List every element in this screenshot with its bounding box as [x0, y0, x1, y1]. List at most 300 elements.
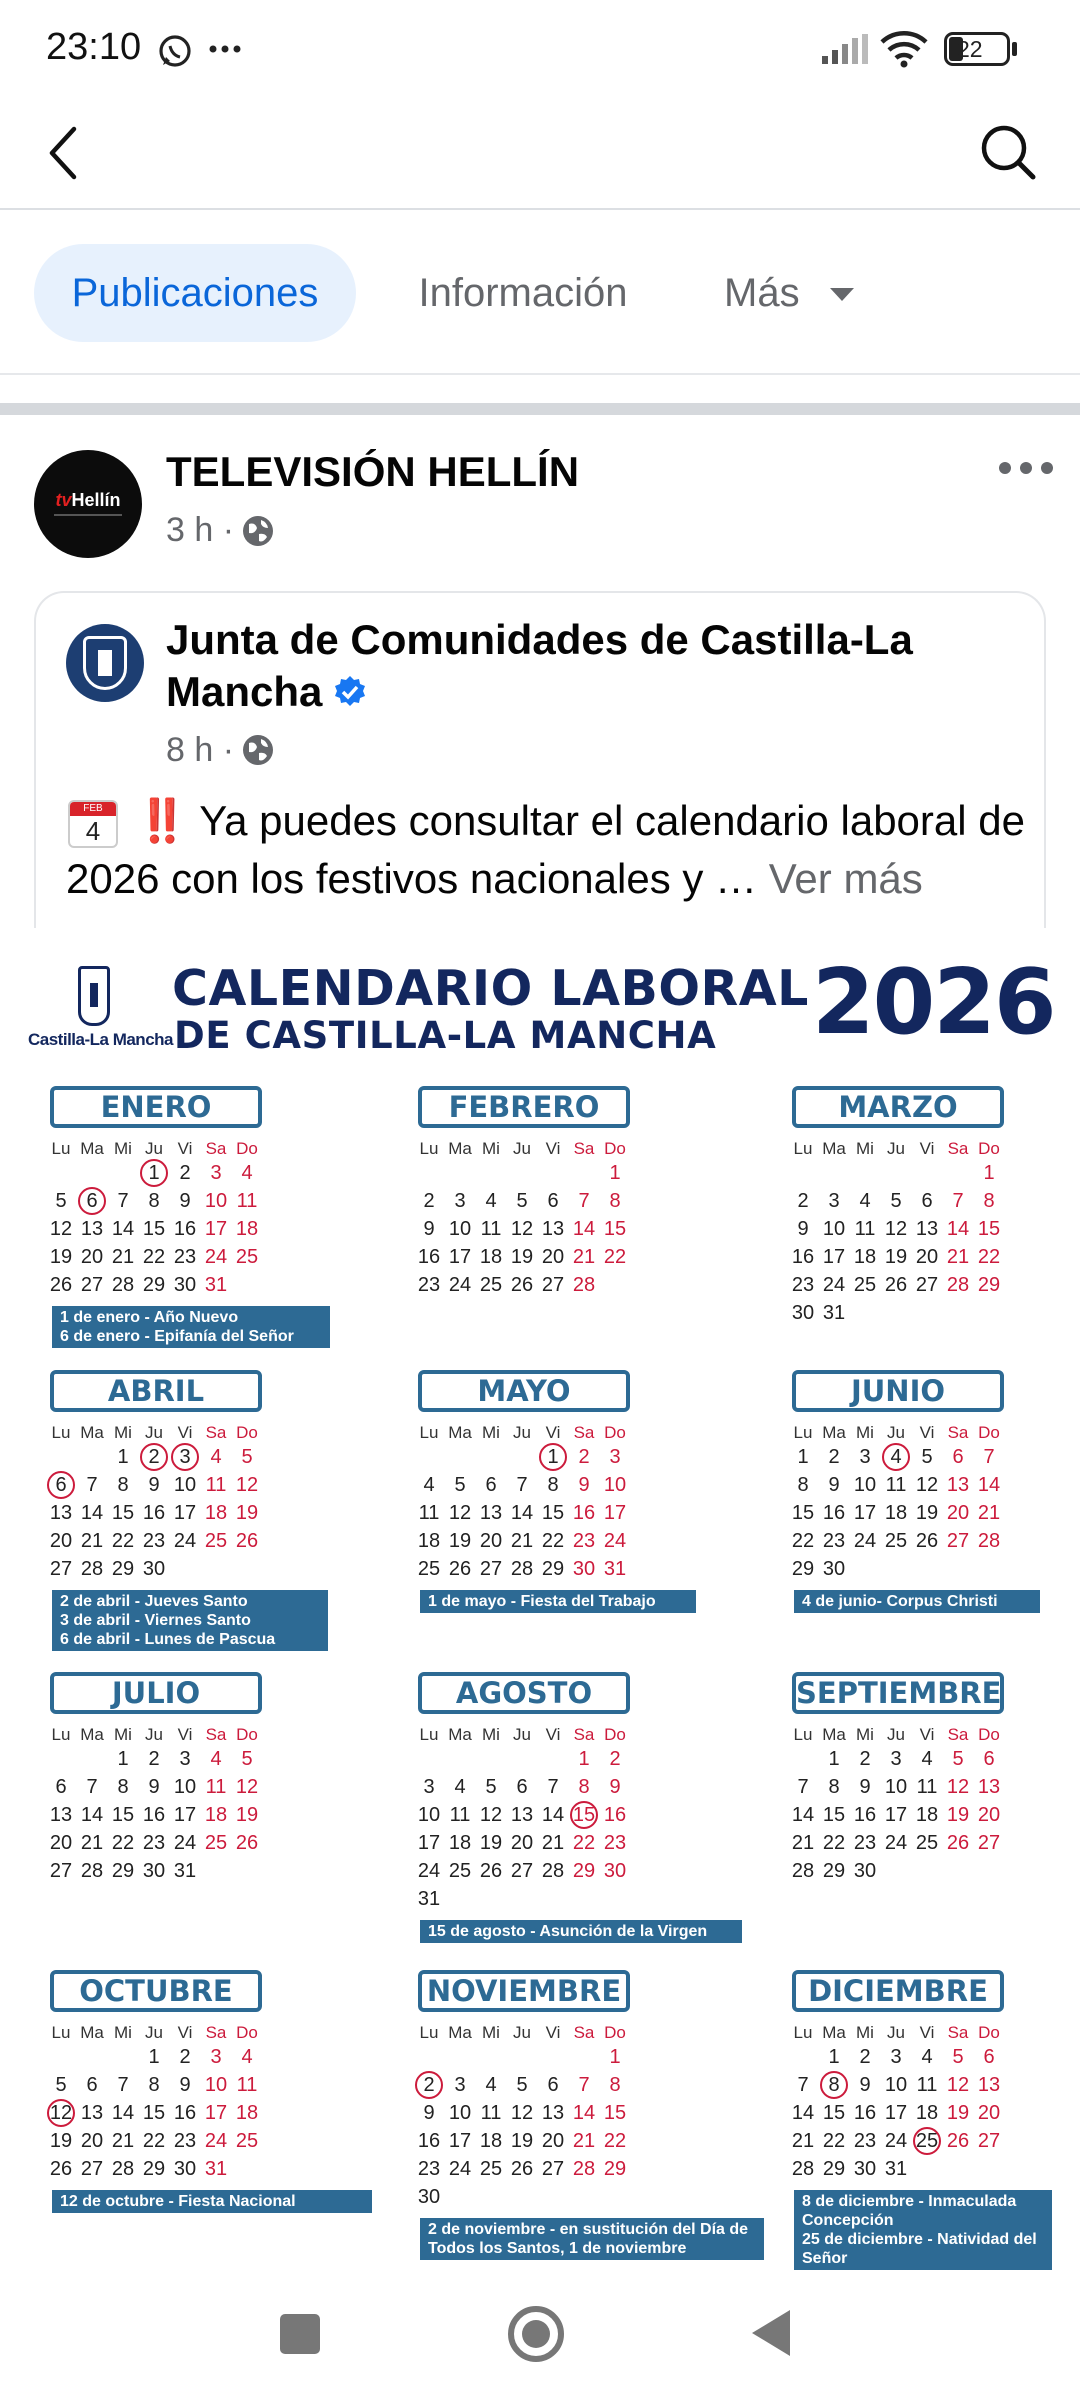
calendar-day: 30 [142, 1860, 166, 1882]
day-header: Sa [205, 2023, 227, 2042]
calendar-day: 29 [822, 1860, 846, 1882]
calendar-day: 17 [603, 1502, 627, 1524]
calendar-day: 30 [173, 1274, 197, 1296]
calendar-day: 10 [417, 1804, 441, 1826]
day-header: Vi [919, 1139, 935, 1158]
calendar-day: 10 [884, 2074, 908, 2096]
holiday-circle [570, 1801, 598, 1829]
calendar-image[interactable] [0, 928, 1080, 2278]
search-icon[interactable] [978, 122, 1038, 182]
holiday-circle [171, 1443, 199, 1471]
day-header: Ju [145, 2023, 163, 2042]
calendar-title: CALENDARIO LABORAL [172, 960, 809, 1017]
day-header: Do [978, 1139, 1000, 1158]
calendar-day: 23 [791, 1274, 815, 1296]
calendar-day: 25 [235, 1246, 259, 1268]
calendar-day: 2 [859, 2046, 871, 2068]
calendar-day: 3 [179, 1446, 191, 1468]
holiday-item: 8 de diciembre - Inmaculada Concepción [802, 2193, 1017, 2229]
calendar-day: 3 [890, 1748, 902, 1770]
calendar-day: 7 [86, 1474, 98, 1496]
calendar-day: 22 [142, 2130, 166, 2152]
calendar-day: 21 [111, 1246, 135, 1268]
calendar-day: 26 [49, 1274, 73, 1296]
month-title: NOVIEMBRE [418, 1970, 630, 2012]
calendar-day: 8 [578, 1776, 590, 1798]
calendar-day: 12 [49, 2102, 73, 2124]
calendar-day: 18 [204, 1804, 228, 1826]
calendar-day: 3 [828, 1190, 840, 1212]
calendar-day: 5 [890, 1190, 902, 1212]
calendar-day: 15 [791, 1502, 815, 1524]
calendar-day: 4 [454, 1776, 466, 1798]
calendar-day: 30 [603, 1860, 627, 1882]
calendar-day: 1 [117, 1446, 129, 1468]
calendar-day: 25 [417, 1558, 441, 1580]
calendar-day: 19 [510, 2130, 534, 2152]
calendar-day: 15 [541, 1502, 565, 1524]
calendar-day: 1 [578, 1748, 590, 1770]
calendar-day: 3 [859, 1446, 871, 1468]
calendar-day: 25 [204, 1832, 228, 1854]
calendar-day: 15 [142, 2102, 166, 2124]
globe-icon [241, 514, 275, 548]
day-header: Do [604, 1139, 626, 1158]
day-header: Vi [177, 1139, 193, 1158]
calendar-day: 14 [572, 2102, 596, 2124]
calendar-day: 22 [111, 1832, 135, 1854]
calendar-day: 11 [205, 1474, 227, 1496]
calendar-day: 17 [204, 2102, 228, 2124]
day-header: Ju [145, 1423, 163, 1442]
calendar-day: 24 [822, 1274, 846, 1296]
calendar-day: 9 [148, 1474, 160, 1496]
calendar-day: 8 [148, 2074, 160, 2096]
calendar-subtitle: DE CASTILLA-LA MANCHA [174, 1014, 717, 1057]
calendar-day: 5 [921, 1446, 933, 1468]
month-title: MAYO [418, 1370, 630, 1412]
calendar-day: 9 [423, 2102, 435, 2124]
calendar-day: 30 [572, 1558, 596, 1580]
calendar-day: 17 [448, 1246, 472, 1268]
day-header: Vi [545, 1725, 561, 1744]
day-header: Ju [887, 2023, 905, 2042]
calendar-day: 8 [797, 1474, 809, 1496]
battery-level: 22 [957, 36, 983, 62]
calendar-day: 22 [977, 1246, 1001, 1268]
day-header: Ju [887, 1423, 905, 1442]
calendar-day: 29 [572, 1860, 596, 1882]
calendar-day: 27 [80, 2158, 104, 2180]
day-header: Lu [51, 1139, 71, 1158]
calendar-day: 31 [417, 1888, 441, 1910]
day-header: Sa [205, 1423, 227, 1442]
calendar-day: 17 [884, 2102, 908, 2124]
home-icon[interactable] [508, 2306, 564, 2362]
profile-tabs [0, 212, 1080, 375]
back-arrow-icon[interactable] [44, 123, 84, 183]
calendar-day: 1 [117, 1748, 129, 1770]
calendar-day: 17 [448, 2130, 472, 2152]
calendar-day: 9 [423, 1218, 435, 1240]
calendar-day: 26 [946, 2130, 970, 2152]
calendar-day: 19 [510, 1246, 534, 1268]
calendar-day: 6 [547, 2074, 559, 2096]
day-header: Mi [114, 1423, 132, 1442]
calendar-day: 30 [173, 2158, 197, 2180]
calendar-day: 24 [204, 2130, 228, 2152]
day-header: Mi [482, 1423, 500, 1442]
calendar-day: 1 [983, 1162, 995, 1184]
calendar-day: 4 [241, 1162, 253, 1184]
calendar-day: 11 [236, 1190, 258, 1212]
holiday-item: 25 de diciembre - Natividad del Señor [802, 2231, 1037, 2267]
tab-informacion[interactable]: Información [418, 271, 628, 315]
calendar-day: 23 [853, 2130, 877, 2152]
calendar-day: 25 [915, 2130, 939, 2152]
holiday-list [794, 1590, 1040, 1613]
calendar-day: 27 [49, 1860, 73, 1882]
calendar-day: 24 [884, 2130, 908, 2152]
calendar-day: 21 [510, 1530, 534, 1552]
calendar-year: 2026 [812, 950, 1055, 1055]
calendar-day: 5 [454, 1474, 466, 1496]
month-title: JULIO [50, 1672, 262, 1714]
more-notifications-icon [208, 44, 244, 58]
shared-author-avatar[interactable] [66, 624, 144, 702]
day-header: Mi [482, 2023, 500, 2042]
logo-text: Castilla-La Mancha [28, 1030, 173, 1049]
calendar-day: 9 [859, 2074, 871, 2096]
shared-author[interactable] [166, 614, 913, 718]
calendar-day: 29 [822, 2158, 846, 2180]
calendar-day: 4 [210, 1446, 222, 1468]
battery-tip [1012, 42, 1017, 56]
calendar-day: 7 [797, 1776, 809, 1798]
calendar-day: 15 [603, 1218, 627, 1240]
calendar-day: 9 [179, 1190, 191, 1212]
calendar-day: 4 [859, 1190, 871, 1212]
calendar-day: 13 [915, 1218, 939, 1240]
calendar-day: 20 [80, 1246, 104, 1268]
day-header: Do [236, 2023, 258, 2042]
day-header: Vi [177, 1423, 193, 1442]
day-header: Do [978, 1423, 1000, 1442]
day-header: Do [978, 1725, 1000, 1744]
calendar-day: 19 [884, 1246, 908, 1268]
holiday-item: 12 de octubre - Fiesta Nacional [60, 2193, 296, 2210]
calendar-day: 31 [822, 1302, 846, 1324]
day-header: Vi [177, 1725, 193, 1744]
month-title: OCTUBRE [50, 1970, 262, 2012]
calendar-day: 2 [828, 1446, 840, 1468]
day-header: Sa [573, 1139, 595, 1158]
month-title: MARZO [792, 1086, 1004, 1128]
calendar-day: 14 [572, 1218, 596, 1240]
calendar-day: 19 [235, 1502, 259, 1524]
calendar-day: 26 [510, 2158, 534, 2180]
calendar-day: 16 [142, 1804, 166, 1826]
verified-badge-icon [332, 674, 368, 710]
calendar-day: 20 [946, 1502, 970, 1524]
calendar-day: 22 [111, 1530, 135, 1552]
calendar-day: 17 [884, 1804, 908, 1826]
calendar-day: 7 [952, 1190, 964, 1212]
day-header: Ju [887, 1725, 905, 1744]
calendar-day: 8 [609, 2074, 621, 2096]
day-header: Ma [822, 1423, 846, 1442]
calendar-day: 22 [603, 2130, 627, 2152]
signal-icon [822, 34, 870, 66]
calendar-day: 13 [80, 2102, 104, 2124]
calendar-day: 18 [448, 1832, 472, 1854]
avatar-text: Hellín [71, 490, 121, 510]
day-header: Lu [419, 1725, 439, 1744]
calendar-day: 22 [541, 1530, 565, 1552]
calendar-day: 9 [179, 2074, 191, 2096]
calendar-day: 18 [417, 1530, 441, 1552]
day-header: Sa [947, 1139, 969, 1158]
calendar-day: 23 [173, 1246, 197, 1268]
caret-down-icon [830, 288, 854, 302]
calendar-day: 27 [479, 1558, 503, 1580]
calendar-day: 16 [822, 1502, 846, 1524]
calendar-day: 16 [417, 2130, 441, 2152]
status-bar [0, 0, 1080, 100]
holiday-circle [140, 1443, 168, 1471]
calendar-day: 22 [142, 1246, 166, 1268]
calendar-day: 31 [603, 1558, 627, 1580]
calendar-day: 29 [111, 1860, 135, 1882]
calendar-day: 1 [828, 2046, 840, 2068]
calendar-day: 26 [448, 1558, 472, 1580]
calendar-day: 15 [822, 1804, 846, 1826]
calendar-day: 5 [952, 1748, 964, 1770]
calendar-day: 28 [510, 1558, 534, 1580]
whatsapp-icon [158, 34, 204, 68]
calendar-day: 12 [235, 1776, 259, 1798]
calendar-day: 12 [884, 1218, 908, 1240]
calendar-day: 9 [148, 1776, 160, 1798]
calendar-day: 26 [235, 1530, 259, 1552]
calendar-day: 8 [547, 1474, 559, 1496]
day-header: Lu [51, 1423, 71, 1442]
calendar-day: 1 [148, 2046, 160, 2068]
calendar-day: 17 [173, 1804, 197, 1826]
calendar-day: 23 [417, 1274, 441, 1296]
calendar-day: 20 [49, 1530, 73, 1552]
month-title: SEPTIEMBRE [792, 1672, 1004, 1714]
calendar-day: 21 [977, 1502, 1001, 1524]
calendar-day: 24 [603, 1530, 627, 1552]
back-nav-icon[interactable] [750, 2308, 792, 2358]
calendar-day: 2 [179, 1162, 191, 1184]
calendar-day: 28 [977, 1530, 1001, 1552]
calendar-day: 19 [448, 1530, 472, 1552]
calendar-day: 13 [80, 1218, 104, 1240]
calendar-day: 1 [609, 2046, 621, 2068]
calendar-day: 8 [609, 1190, 621, 1212]
calendar-day: 4 [423, 1474, 435, 1496]
calendar-day: 13 [49, 1804, 73, 1826]
holiday-circle [47, 1471, 75, 1499]
calendar-day: 16 [853, 2102, 877, 2124]
calendar-day: 2 [423, 1190, 435, 1212]
holiday-item: 4 de junio- Corpus Christi [802, 1593, 998, 1610]
calendar-day: 10 [822, 1218, 846, 1240]
calendar-day: 28 [111, 1274, 135, 1296]
calendar-day: 7 [578, 2074, 590, 2096]
calendar-day: 21 [572, 2130, 596, 2152]
day-header: Ju [145, 1139, 163, 1158]
calendar-day: 5 [516, 2074, 528, 2096]
globe-icon [241, 733, 275, 767]
see-more-link[interactable]: Ver más [768, 855, 923, 902]
holiday-circle [820, 2071, 848, 2099]
calendar-day: 4 [485, 1190, 497, 1212]
month-title: ABRIL [50, 1370, 262, 1412]
calendar-day: 10 [204, 1190, 228, 1212]
holiday-circle [47, 2099, 75, 2127]
calendar-day: 3 [454, 1190, 466, 1212]
calendar-day: 19 [49, 2130, 73, 2152]
calendar-day: 29 [603, 2158, 627, 2180]
calendar-day: 11 [885, 1474, 907, 1496]
post-author[interactable]: TELEVISIÓN HELLÍN [166, 448, 580, 495]
calendar-day: 13 [977, 2074, 1001, 2096]
holiday-item: 15 de agosto - Asunción de la Virgen [428, 1923, 708, 1940]
calendar-day: 2 [179, 2046, 191, 2068]
calendar-day: 9 [609, 1776, 621, 1798]
calendar-day: 4 [485, 2074, 497, 2096]
calendar-day: 30 [853, 1860, 877, 1882]
calendar-day: 12 [479, 1804, 503, 1826]
calendar-day: 31 [884, 2158, 908, 2180]
holiday-item: 6 de enero - Epifanía del Señor [60, 1328, 294, 1345]
calendar-day: 19 [235, 1804, 259, 1826]
day-header: Do [236, 1139, 258, 1158]
day-header: Lu [793, 1139, 813, 1158]
calendar-day: 4 [241, 2046, 253, 2068]
calendar-day: 6 [983, 1748, 995, 1770]
holiday-circle [140, 1159, 168, 1187]
day-header: Ma [80, 1725, 104, 1744]
calendar-day: 6 [983, 2046, 995, 2068]
battery-icon [944, 32, 1010, 66]
day-header: Sa [947, 2023, 969, 2042]
calendar-day: 2 [609, 1748, 621, 1770]
calendar-day: 18 [915, 1804, 939, 1826]
calendar-day: 30 [822, 1558, 846, 1580]
holiday-circle [78, 1187, 106, 1215]
calendar-day: 6 [547, 1190, 559, 1212]
day-header: Lu [51, 1725, 71, 1744]
calendar-day: 18 [235, 1218, 259, 1240]
calendar-day: 3 [609, 1446, 621, 1468]
month-title: FEBRERO [418, 1086, 630, 1128]
calendar-day: 10 [448, 1218, 472, 1240]
calendar-day: 14 [541, 1804, 565, 1826]
calendar-day: 20 [915, 1246, 939, 1268]
calendar-day: 13 [946, 1474, 970, 1496]
calendar-day: 20 [541, 1246, 565, 1268]
calendar-day: 6 [485, 1474, 497, 1496]
calendar-day: 26 [915, 1530, 939, 1552]
calendar-day: 5 [241, 1446, 253, 1468]
calendar-day: 24 [448, 2158, 472, 2180]
recent-apps-icon[interactable] [280, 2314, 320, 2354]
day-header: Ma [80, 2023, 104, 2042]
day-header: Ju [513, 2023, 531, 2042]
wifi-icon [880, 30, 928, 68]
post-text-body: ‼️ Ya puedes consultar el calendario laboral de 2026 con los festivos nacionales y … [66, 797, 1025, 902]
holiday-list [420, 1920, 742, 1943]
calendar-day: 25 [853, 1274, 877, 1296]
calendar-day: 21 [946, 1246, 970, 1268]
calendar-day: 11 [418, 1502, 440, 1524]
calendar-day: 27 [541, 2158, 565, 2180]
calendar-day: 28 [80, 1558, 104, 1580]
holiday-list [52, 1306, 330, 1348]
page-avatar[interactable]: tvHellín [34, 450, 142, 558]
calendar-day: 6 [952, 1446, 964, 1468]
calendar-day: 17 [822, 1246, 846, 1268]
calendar-day: 7 [797, 2074, 809, 2096]
calendar-day: 22 [791, 1530, 815, 1552]
calendar-day: 25 [448, 1860, 472, 1882]
calendar-day: 29 [977, 1274, 1001, 1296]
calendar-day: 10 [884, 1776, 908, 1798]
calendar-day: 26 [49, 2158, 73, 2180]
calendar-day: 25 [915, 1832, 939, 1854]
calendar-day: 30 [142, 1558, 166, 1580]
day-header: Lu [419, 1139, 439, 1158]
day-header: Do [236, 1725, 258, 1744]
calendar-day: 16 [417, 1246, 441, 1268]
day-header: Mi [114, 2023, 132, 2042]
calendar-day: 12 [915, 1474, 939, 1496]
day-header: Ma [80, 1423, 104, 1442]
calendar-day: 27 [915, 1274, 939, 1296]
day-header: Lu [419, 2023, 439, 2042]
calendar-day: 24 [173, 1530, 197, 1552]
calendar-day: 16 [791, 1246, 815, 1268]
calendar-day: 7 [578, 1190, 590, 1212]
calendar-day: 20 [49, 1832, 73, 1854]
calendar-day: 8 [117, 1474, 129, 1496]
post-options-icon[interactable] [998, 460, 1054, 476]
day-header: Vi [545, 2023, 561, 2042]
calendar-day: 13 [49, 1502, 73, 1524]
calendar-day: 3 [210, 2046, 222, 2068]
tab-publicaciones[interactable]: Publicaciones [34, 244, 356, 342]
calendar-day: 23 [822, 1530, 846, 1552]
day-header: Lu [51, 2023, 71, 2042]
calendar-day: 18 [479, 1246, 503, 1268]
day-header: Vi [545, 1423, 561, 1442]
day-header: Vi [177, 2023, 193, 2042]
calendar-day: 4 [921, 2046, 933, 2068]
day-header: Ma [822, 1725, 846, 1744]
calendar-day: 16 [572, 1502, 596, 1524]
calendar-day: 21 [111, 2130, 135, 2152]
calendar-day: 24 [884, 1832, 908, 1854]
holiday-circle [539, 1443, 567, 1471]
calendar-day: 26 [884, 1274, 908, 1296]
calendar-day: 6 [921, 1190, 933, 1212]
day-header: Sa [947, 1725, 969, 1744]
tab-mas[interactable] [696, 244, 846, 342]
